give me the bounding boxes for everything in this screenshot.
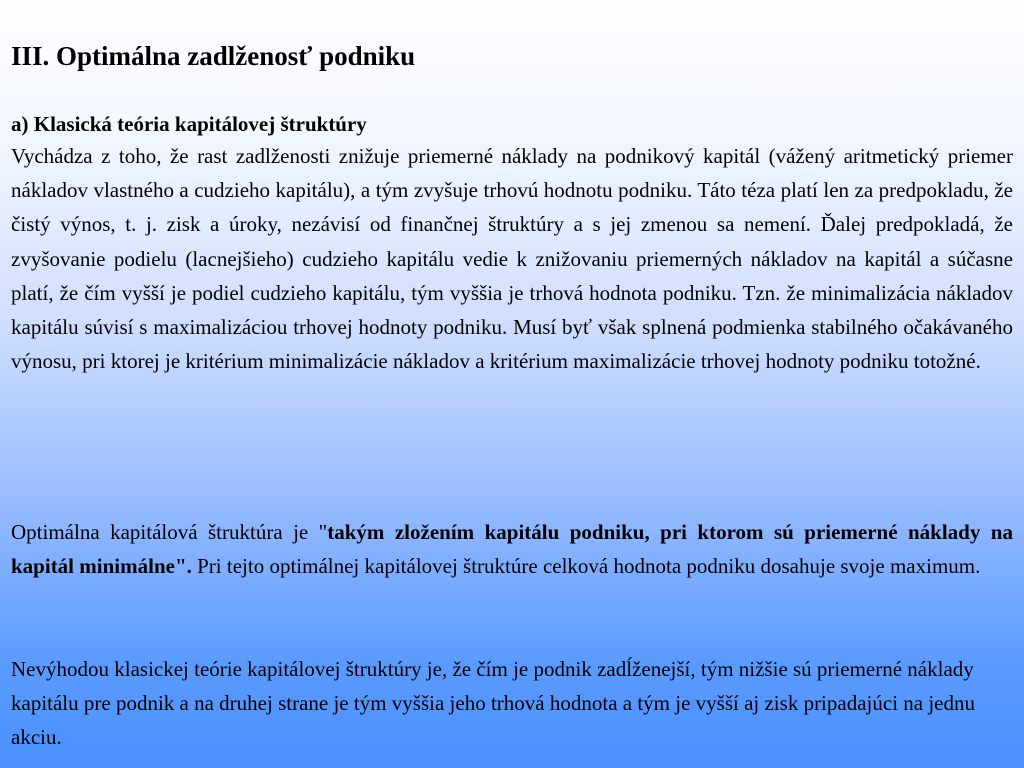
slide-title: III. Optimálna zadlženosť podniku <box>11 41 416 71</box>
presentation-slide <box>11 0 1013 768</box>
optimal-structure-intro: Optimálna kapitálová štruktúra je " <box>11 520 328 544</box>
optimal-structure-conclusion: Pri tejto optimálnej kapitálovej štruktúre celková hodnota podniku dosahuje svoje maximum. <box>191 554 981 579</box>
section-subtitle: a) Klasická teória kapitálovej štruktúry <box>11 112 367 136</box>
paragraph-optimal-structure <box>11 515 1013 583</box>
paragraph-disadvantage: Nevýhodou klasickej teórie kapitálovej štruktúry je, že čím je podnik zadĺženejší, tým nižšie sú priemerné náklady kapitálu pre podnik a na druhej strane je tým vyššia jeho trhová hodnota a tým je vyšší aj zisk pripadajúci na jednu akciu. <box>11 657 976 750</box>
optimal-structure-definition: takým zložením kapitálu podniku, pri ktorom sú priemerné náklady na kapitál minimálne". <box>11 520 1013 579</box>
paragraph-classical-theory: Vychádza z toho, že rast zadlženosti znižuje priemerné náklady na podnikový kapitál (vážený aritmetický priemer nákladov vlastného a cudzieho kapitálu), a tým zvyšuje trhovú hodnotu podniku. Táto téza platí len za predpokladu, že čistý výnos, t. j. zisk a úroky, nezávisí od finančnej štruktúry a s jej zmenou sa nemení. Ďalej predpokladá, že zvyšovanie podielu (lacnejšieho) cudzieho kapitálu vedie k znižovaniu priemerných nákladov na kapitál a súčasne platí, že čím vyšší je podiel cudzieho kapitálu, tým vyššia je trhová hodnota podniku. Tzn. že minimalizácia nákladov kapitálu súvisí s maximalizáciou trhovej hodnoty podniku. Musí byť však splnená podmienka stabilného očakávaného výnosu, pri ktorej je kritérium minimalizácie nákladov a kritérium maximalizácie trhovej hodnoty podniku totožné. <box>11 144 1013 374</box>
